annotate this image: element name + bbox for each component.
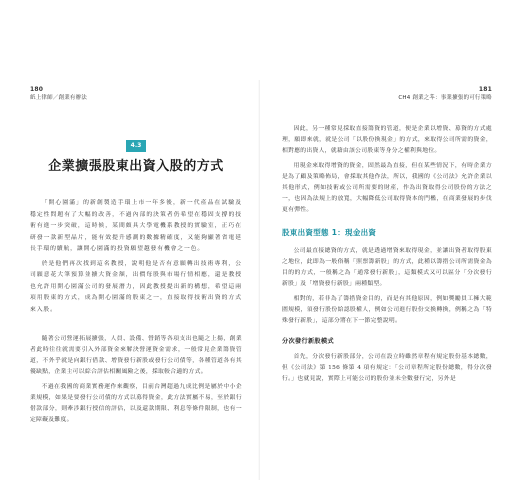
chapter-header: CH4 創業之후：事業擴張的可行策略 [398,95,492,101]
body-paragraph: 首先，分次發行新股部分，公司在設立時雖然章程有規定股份基本總數，但《公司法》第 156 條第 4 項有規定：「公司章程所定股份總數，得分次發行。」也就見說，實際上可能公司的股份並未全數發行完，另外是 [282,354,492,382]
sub-heading: 分次發行新股模式 [282,338,334,345]
body-paragraph: 用現金來取得增資的資金，固然最為直接，但在某些情況下，有時企業方是為了顧及策略佈局，會採取其他作法，所以，我國的《公司法》允許企業以其他形式，例如技術或公司所需要的財產，作為出資取得公司股份的方法之一，也因為法規上的放寬，大幅降低公司取得資本的門檻，在商業發展的步伐更有彈性。 [282,163,492,213]
body-paragraph: 相對的，若非為了籌措資金目的，而是有其他原因，例如獎勵員工擁大範圍規模，須發行股份給認股權人，例如公司進行股份交換轉換，例稱之為「特殊發行新股」，這部分將在下一節完整說明。 [282,296,492,324]
page-number: 180 [30,86,44,93]
body-paragraph: 隨著公司營運拓展擴張，人員、設備、營銷等各項支出也隨之上揚，創業者此時往往就需要引入外部資金來解決營運資金需求，一般常見企業籌資管道，不外乎就是向銀行借款、增資發行新股或發行公司債等，各種管道各有其優缺點，企業主可以綜合評估相關風險之後，採取較合適的方式。 [30,336,242,375]
right-page [260,0,520,500]
section-number-badge: 4.3 [126,140,146,152]
right-body [282,124,492,385]
intro-paragraph: 於是他們再次找到這名教授，說明他是否有意願轉出技術專利，公司願意花大筆預算並擴大資金額，出價每股與市場行情相應，還是教授也允許用開心園滿公司的發展潛力，因此教授提出新的構想，希望這兩項用股東的方式，成為開心園滿的股東之一，直接取得技術出資的方式來入股。 [30,260,242,313]
page-number: 181 [478,86,492,93]
left-body [30,334,242,426]
body-paragraph: 公司最直接總資的方式，就是透過增資來取得現金，並讓出資者取得股東之地位，此即為一般俗稱「照票籌新股」的方式，此種以籌措公司所需資金為目的的方式，一般稱之為「通常發行新股」，這類模式又可以區分「分次發行新股」及「增資發行新股」兩種類型。 [282,248,492,287]
chapter-title: 企業擴張股東出資入股的方式 [48,159,224,174]
body-paragraph: 不過在我國的商業實務運作來觀察，目前台灣超過九成比例是屬於中小企業規模，如果是要發行公司債的方式以募得資金，此方法實屬不易，至於銀行借款部分，則牽涉銀行授信的評估，以及還款期限、利息等條件限制，也有一定障礙及難度。 [30,384,242,423]
body-paragraph: 因此，另一種常見採取直接籌資的管道，便是企業以增資、募資的方式處理，願即來就，就是公司「以股份換現金」的方式，來取得公司所需的資金，相對應的出資人，就藉由該公司股東等身分之權利與地位。 [282,126,492,154]
right-page-header [282,86,492,102]
book-title: 紙上律師／創業有辦法 [30,95,88,101]
left-page-header [30,86,242,102]
intro-paragraph: 「開心園滿」的新創製造手環上市一年多後，新一代產品在試驗及穩定性問題有了大幅的改善，不過內部的決策者仍希望在穩固支撐的技術有進一步突破，這時候，某間頗具大學電機系教授的實驗室，正巧在研發一款新型晶片，能有效提升感測的數據精確度，又能夠顯著省電延長手環的續航，讓開心園滿的投資願望越發有機會之一色。 [30,200,242,252]
case-intro [30,198,242,316]
section-heading: 股東出資型態 1：現金出資 [282,228,377,237]
